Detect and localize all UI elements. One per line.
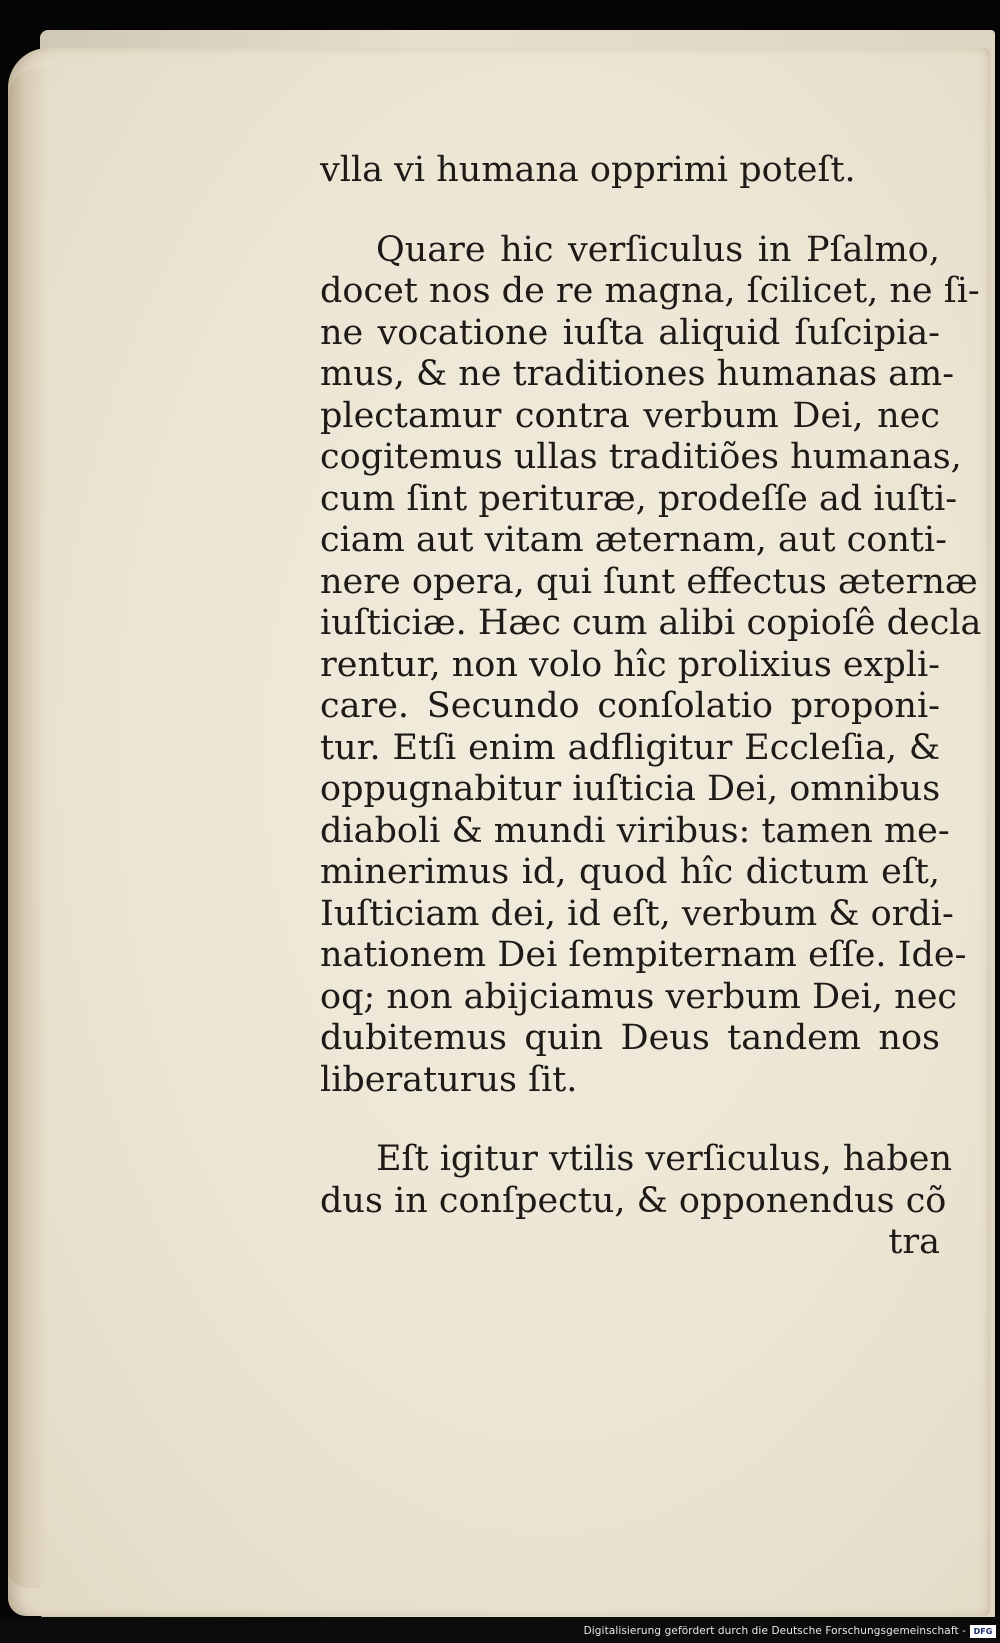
text-line: iuſticiæ. Hæc cum alibi copioſê decla — [320, 603, 982, 643]
text-line: mus, & ne traditiones humanas am- — [320, 354, 955, 394]
text-line: nere opera, qui ſunt effectus æternæ — [320, 561, 978, 602]
text-line: docet nos de re magna, ſcilicet, ne ſi- — [320, 271, 980, 311]
text-line: vlla vi humana opprimi poteſt. — [320, 150, 856, 190]
text-line: oq; non abijciamus verbum Dei, nec — [320, 976, 958, 1017]
paragraph-gap — [320, 1101, 940, 1139]
text-line: ne vocatione iuſta aliquid ſuſcipia- — [320, 312, 940, 353]
footer-bar — [0, 1617, 1000, 1643]
text-line: Eſt igitur vtilis verſiculus, haben — [376, 1139, 952, 1179]
text-line: rentur, non volo hîc prolixius expli- — [320, 644, 940, 685]
text-line: nationem Dei ſempiternam eſſe. Ide- — [320, 935, 967, 975]
text-line: dus in conſpectu, & opponendus cõ — [320, 1180, 947, 1221]
text-line: cum ſint perituræ, prodeſſe ad iuſti- — [320, 478, 958, 519]
paragraph-gap — [320, 192, 940, 230]
text-line: diaboli & mundi viribus: tamen me- — [320, 810, 950, 851]
page-curl-shadow — [8, 68, 48, 1588]
text-line: ciam aut vitam æternam, aut conti- — [320, 520, 947, 560]
text-line: minerimus id, quod hîc dictum eſt, — [320, 852, 940, 892]
text-line: plectamur contra verbum Dei, nec — [320, 395, 940, 436]
funding-note: Digitalisierung gefördert durch die Deutsche Forschungsgemeinschaft - — [583, 1625, 966, 1637]
text-line: dubitemus quin Deus tandem nos — [320, 1018, 940, 1058]
text-line: liberaturus ſit. — [320, 1059, 578, 1100]
catchword: tra — [888, 1222, 940, 1262]
text-line: tur. Etſi enim adfligitur Eccleſia, & — [320, 727, 940, 768]
text-line: Quare hic verſiculus in Pſalmo, — [376, 229, 940, 270]
text-line: oppugnabitur iuſticia Dei, omnibus — [320, 769, 941, 809]
text-line: cogitemus ullas traditiões humanas, — [320, 437, 962, 477]
text-line: care. Secundo conſolatio proponi- — [320, 686, 940, 726]
page-text-block — [320, 150, 982, 1264]
text-line: Iuſticiam dei, id eſt, verbum & ordi- — [320, 893, 954, 934]
dfg-logo-icon: DFG — [970, 1625, 996, 1638]
